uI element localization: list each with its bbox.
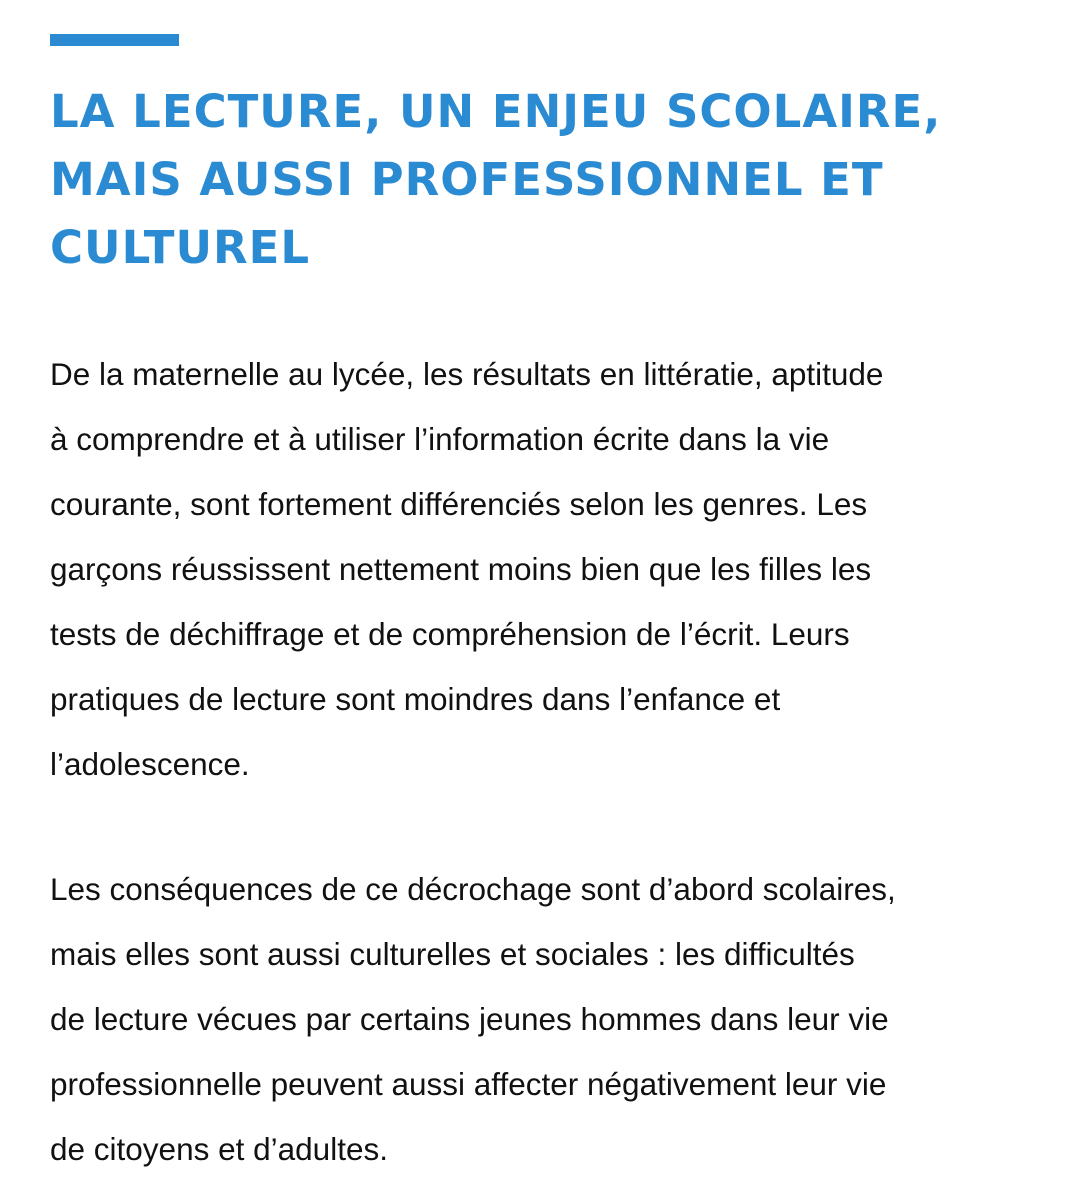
- title-line: MAIS AUSSI PROFESSIONNEL ET: [50, 153, 884, 206]
- text-line: garçons réussissent nettement moins bien que les filles les: [50, 551, 872, 587]
- text-line: de citoyens et d’adultes.: [50, 1131, 388, 1167]
- text-line: tests de déchiffrage et de compréhension de l’écrit. Leurs: [50, 616, 850, 652]
- text-line: professionnelle peuvent aussi affecter négativement leur vie: [50, 1066, 887, 1102]
- paragraph-intro: [50, 342, 1040, 797]
- text-line: à comprendre et à utiliser l’information écrite dans la vie: [50, 421, 830, 457]
- text-line: De la maternelle au lycée, les résultats en littératie, aptitude: [50, 356, 884, 392]
- text-line: l’adolescence.: [50, 746, 250, 782]
- accent-bar: [50, 34, 179, 46]
- title-line: CULTUREL: [50, 221, 311, 274]
- text-line: de lecture vécues par certains jeunes hommes dans leur vie: [50, 1001, 889, 1037]
- section-title: [50, 78, 1050, 282]
- text-line: pratiques de lecture sont moindres dans l’enfance et: [50, 681, 781, 717]
- text-line: courante, sont fortement différenciés selon les genres. Les: [50, 486, 868, 522]
- paragraph-consequences: [50, 857, 1040, 1182]
- text-line: mais elles sont aussi culturelles et sociales : les difficultés: [50, 936, 855, 972]
- title-line: LA LECTURE, UN ENJEU SCOLAIRE,: [50, 85, 942, 138]
- text-line: Les conséquences de ce décrochage sont d’abord scolaires,: [50, 871, 896, 907]
